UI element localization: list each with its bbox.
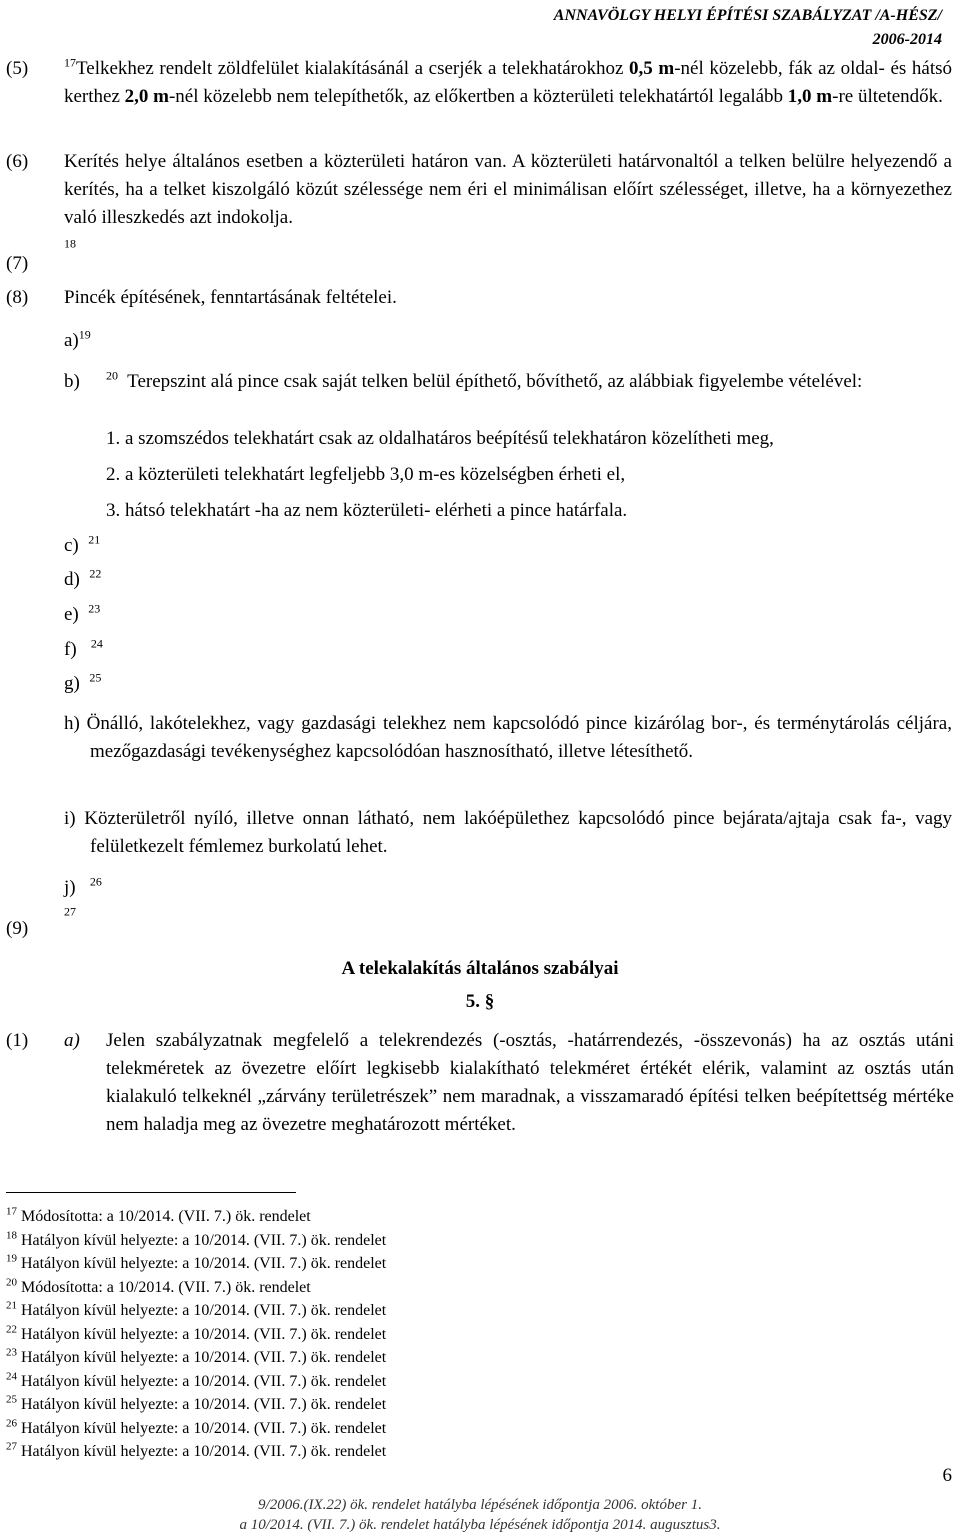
header-years: 2006-2014 (872, 31, 942, 48)
paragraph-number-9: (9) (6, 918, 29, 939)
paragraph-number-6: (6) (6, 151, 29, 172)
footnote (6, 1440, 386, 1464)
sub-item-3: 3. hátsó telekhatárt -ha az nem közterületi- elérheti a pince határfala. (106, 500, 628, 521)
footnote-text: Hatályon kívül helyezte: a 10/2014. (VII. 7.) ök. rendelet (21, 1255, 387, 1272)
footnote-text: Hatályon kívül helyezte: a 10/2014. (VII. 7.) ök. rendelet (21, 1231, 387, 1249)
sub-item-2: 2. a közterületi telekhatárt legfeljebb 3,0 m-es közelségben érheti el, (106, 464, 626, 485)
footnote-ref-17: 17 (64, 55, 76, 70)
item-b-label: b) (64, 371, 80, 392)
header-title: ANNAVÖLGY HELYI ÉPÍTÉSI SZABÁLYZAT /A-HÉSZ/ (553, 7, 942, 24)
item-j: j) $^{26}$ (64, 874, 102, 898)
footnote-ref-18: 18 (64, 236, 76, 251)
footnote-ref-27: 27 (64, 904, 76, 919)
footnote (6, 1299, 386, 1323)
footnote-number: 20 (6, 1276, 17, 1289)
page-number: 6 (942, 1465, 952, 1486)
footnote (6, 1346, 386, 1370)
footnote-rule (6, 1192, 296, 1193)
footer-line-2: a 10/2014. (VII. 7.) ök. rendelet hatályba lépésének időpontja 2014. augusztus3. (239, 1517, 721, 1533)
paragraph-number-7: (7) (6, 253, 29, 274)
footnote (6, 1276, 311, 1300)
item-g: g) $^{25}$ (64, 670, 102, 694)
footnote-number: 26 (6, 1417, 17, 1430)
item-e: e) $^{23}$ (64, 601, 101, 625)
paragraph-6: Kerítés helye általános esetben a közterületi határon van. A közterületi határvonaltól a telken belülre helyezendő a kerítés, ha a telket kiszolgáló közút szélessége nem éri el minimálisan előírt szélességet, illetve, ha a környezethez való illeszkedés azt indokolja. (64, 151, 952, 228)
footnote-text: Hatályon kívül helyezte: a 10/2014. (VII. 7.) ök. rendelet (21, 1325, 387, 1343)
footnote-text: Hatályon kívül helyezte: a 10/2014. (VII. 7.) ök. rendelet (21, 1372, 387, 1390)
item-b: $^{20}$ Terepszint alá pince csak saját telken belül építhető, bővíthető, az alábbiak figyelembe vételével: (106, 368, 863, 392)
item-c: c) $^{21}$ (64, 532, 101, 556)
footnote-text: Hatályon kívül helyezte: a 10/2014. (VII. 7.) ök. rendelet (21, 1396, 387, 1413)
footnote-number: 24 (6, 1370, 17, 1383)
item-h: h) Önálló, lakótelekhez, vagy gazdasági telekhez nem kapcsolódó pince kizárólag bor-, és terménytárolás céljára, mezőgazdasági tevékenységhez kapcsolódóan hasznosítható, illetve létesíthető. (64, 713, 952, 762)
footnote (6, 1417, 386, 1441)
footnote-text: Módosította: a 10/2014. (VII. 7.) ök. rendelet (21, 1208, 311, 1225)
paragraph-8: Pincék építésének, fenntartásának feltételei. (64, 287, 397, 308)
footer-line-1: 9/2006.(IX.22) ök. rendelet hatályba lépésének időpontja 2006. október 1. (258, 1497, 702, 1513)
footnote-number: 27 (6, 1440, 17, 1453)
footnote-number: 23 (6, 1346, 17, 1359)
footnote (6, 1370, 386, 1394)
item-i: i) Közterületről nyíló, illetve onnan látható, nem lakóépülethez kapcsolódó pince bejárata/ajtaja csak fa-, vagy felületkezelt fémlemez burkolatú lehet. (64, 808, 952, 857)
footnote-text: Hatályon kívül helyezte: a 10/2014. (VII. 7.) ök. rendelet (21, 1302, 387, 1319)
item-d: d) $^{22}$ (64, 566, 102, 590)
paragraph-number-1: (1) (6, 1030, 29, 1051)
footnote-text: Hatályon kívül helyezte: a 10/2014. (VII. 7.) ök. rendelet (21, 1349, 387, 1366)
footnote-number: 25 (6, 1393, 17, 1406)
section-number: 5. § (465, 991, 495, 1012)
footnote-text: Hatályon kívül helyezte: a 10/2014. (VII. 7.) ök. rendelet (21, 1419, 387, 1437)
footnote (6, 1205, 311, 1229)
footnote (6, 1393, 386, 1417)
paragraph-number-8: (8) (6, 287, 29, 308)
footnote-number: 19 (6, 1252, 17, 1265)
footnote (6, 1229, 386, 1253)
section-title: A telekalakítás általános szabályai (341, 958, 619, 979)
footnote-text: Módosította: a 10/2014. (VII. 7.) ök. rendelet (21, 1278, 311, 1296)
footnote-number: 21 (6, 1299, 17, 1312)
footnote-number: 22 (6, 1323, 17, 1336)
item-a: a)$^{19}$ (64, 327, 91, 351)
footnote-number: 17 (6, 1205, 17, 1218)
sub-item-1: 1. a szomszédos telekhatárt csak az oldalhatáros beépítésű telekhatáron közelítheti meg, (106, 428, 774, 449)
footnote (6, 1252, 386, 1276)
footnote-number: 18 (6, 1229, 17, 1242)
footnote (6, 1323, 386, 1347)
item-a-label: a) (64, 1030, 80, 1051)
item-f: f) $^{24}$ (64, 636, 103, 660)
footnote-text: Hatályon kívül helyezte: a 10/2014. (VII. 7.) ök. rendelet (21, 1443, 387, 1460)
paragraph-5: $^{17}$Telkekhez rendelt zöldfelület kialakításánál a cserjék a telekhatárokhoz 0,5 m-nél közelebb, fák az oldal- és hátsó kerthez 2,0 m-nél közelebb nem telepíthetők, az előkertben a közterületi telekhatártól legalább 1,0 m-re ültetendők. (64, 55, 953, 107)
paragraph-number-5: (5) (6, 58, 29, 79)
paragraph-1-a: Jelen szabályzatnak megfelelő a telekrendezés (-osztás, -határrendezés, -összevonás) ha az osztás utáni telekméretek az övezetre előírt legkisebb kialakítható telekméret értékét elérik, valamint az osztás után kialakuló telkeknél „zárvány területrészek” nem maradnak, a visszamaradó építési telken beépítettség mértéke nem haladja meg az övezetre meghatározott mértéket. (106, 1030, 954, 1135)
